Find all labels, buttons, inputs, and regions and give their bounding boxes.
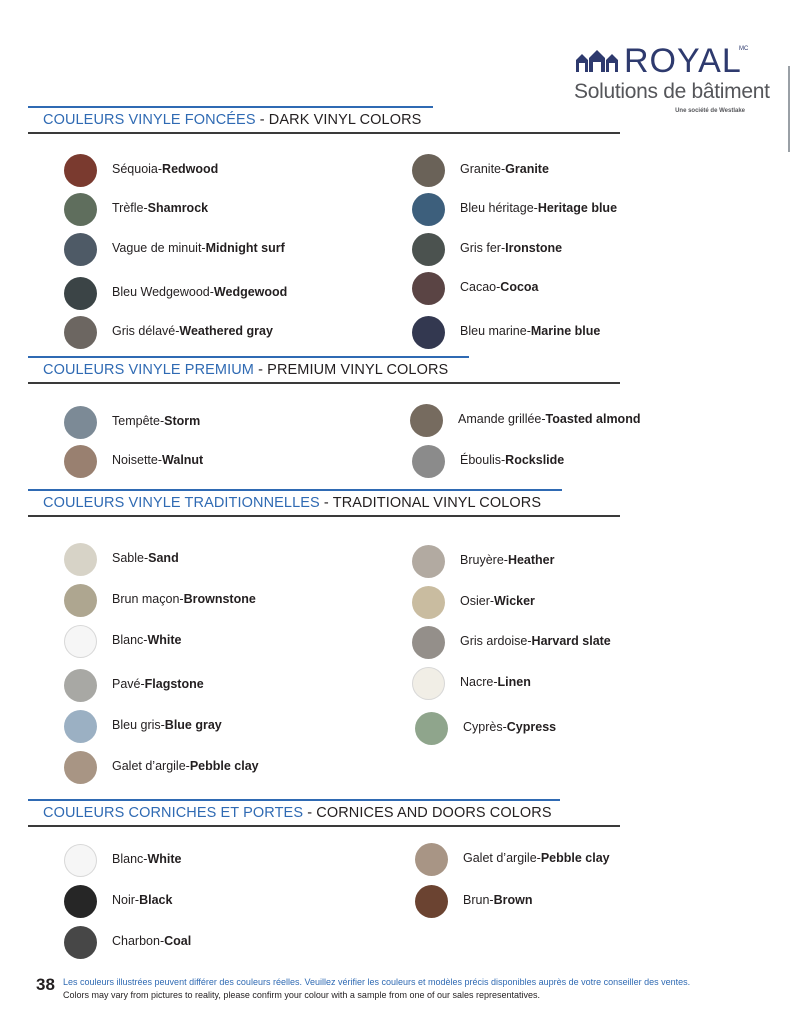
color-label-fr: Amande grillée- <box>458 412 546 426</box>
color-label-en: Heritage blue <box>537 201 618 215</box>
color-label <box>458 412 640 426</box>
color-label-en: Brownstone <box>183 592 256 606</box>
color-swatch <box>64 710 97 743</box>
brand-name: ROYAL <box>624 42 742 80</box>
color-swatch <box>64 669 97 702</box>
color-label <box>112 324 273 338</box>
section-title-en: CORNICES AND DOORS COLORS <box>316 805 552 821</box>
color-label-fr: Cacao- <box>460 280 501 294</box>
footer-note-en: Colors may vary from pictures to reality, please confirm your colour with a sample from one of our sales representatives. <box>63 990 541 1000</box>
color-label-en: Rockslide <box>505 453 565 467</box>
color-label <box>460 453 564 467</box>
color-label-fr: Éboulis- <box>460 453 506 467</box>
color-label <box>112 759 259 773</box>
color-label-en: Wedgewood <box>213 285 288 299</box>
color-label-fr: Charbon- <box>112 934 165 948</box>
color-label <box>112 241 285 255</box>
color-label-fr: Séquoia- <box>112 162 163 176</box>
color-swatch <box>415 885 448 918</box>
color-swatch <box>64 154 97 187</box>
section-title-separator: - <box>255 112 269 128</box>
section-title-separator: - <box>303 805 317 821</box>
color-label <box>460 280 539 294</box>
color-label-en: Storm <box>164 414 201 428</box>
page-number: 38 <box>36 975 55 994</box>
color-swatch <box>412 154 445 187</box>
color-label-fr: Bleu marine- <box>460 324 531 338</box>
section-title-separator: - <box>253 362 268 378</box>
color-label-fr: Brun maçon- <box>112 592 184 606</box>
section-title-fr: COULEURS VINYLE FONCÉES <box>43 112 256 128</box>
color-label <box>112 893 172 907</box>
color-swatch <box>64 926 97 959</box>
color-label-en: Weathered gray <box>179 324 273 338</box>
color-label <box>460 675 531 689</box>
color-label-en: Linen <box>497 675 531 689</box>
color-label-en: Black <box>139 893 173 907</box>
color-label-en: White <box>147 852 182 866</box>
color-label-fr: Granite- <box>460 162 506 176</box>
color-swatch <box>412 316 445 349</box>
color-swatch <box>64 844 97 877</box>
section-underline <box>28 132 620 134</box>
section-header <box>28 106 620 136</box>
color-label-fr: Galet d’argile- <box>112 759 190 773</box>
color-label-fr: Blanc- <box>112 852 148 866</box>
brand-subtitle: Solutions de bâtiment <box>574 80 770 103</box>
color-label-en: Granite <box>505 162 549 176</box>
color-label <box>112 201 208 215</box>
color-label <box>460 594 535 608</box>
house-icon <box>576 48 620 72</box>
color-label-en: Wicker <box>494 594 535 608</box>
brand-tagline: Une société de Westlake <box>675 108 745 114</box>
section-title-en: TRADITIONAL VINYL COLORS <box>332 495 542 511</box>
color-label <box>460 162 549 176</box>
color-swatch <box>412 233 445 266</box>
color-label <box>112 453 203 467</box>
color-label-fr: Tempête- <box>112 414 165 428</box>
color-swatch <box>412 545 445 578</box>
brand-trademark: MC <box>739 46 749 52</box>
color-swatch <box>64 316 97 349</box>
color-label-fr: Bruyère- <box>460 553 508 567</box>
color-label <box>112 551 179 565</box>
color-swatch <box>412 272 445 305</box>
section-header <box>28 489 620 519</box>
section-title <box>43 495 541 511</box>
color-label <box>463 893 532 907</box>
section-header <box>28 799 620 829</box>
color-label-fr: Sable- <box>112 551 149 565</box>
section-title-en: DARK VINYL COLORS <box>268 112 422 128</box>
color-swatch <box>64 193 97 226</box>
color-label <box>112 677 204 691</box>
color-label-en: Flagstone <box>144 677 204 691</box>
section-accent-rule <box>28 799 560 801</box>
color-label-fr: Gris ardoise- <box>460 634 532 648</box>
section-accent-rule <box>28 356 469 358</box>
color-swatch <box>64 751 97 784</box>
color-label-en: Cocoa <box>500 280 539 294</box>
color-swatch <box>64 543 97 576</box>
color-swatch <box>64 406 97 439</box>
color-label-fr: Gris délavé- <box>112 324 180 338</box>
color-label-en: Blue gray <box>164 718 222 732</box>
color-label-fr: Bleu héritage- <box>460 201 538 215</box>
section-underline <box>28 382 620 384</box>
section-underline <box>28 515 620 517</box>
section-title-fr: COULEURS CORNICHES ET PORTES <box>43 805 304 821</box>
color-label <box>112 285 287 299</box>
color-swatch <box>64 584 97 617</box>
color-swatch <box>412 445 445 478</box>
color-label <box>112 592 256 606</box>
color-label-en: Sand <box>148 551 179 565</box>
section-title-en: PREMIUM VINYL COLORS <box>267 362 449 378</box>
color-label-fr: Bleu gris- <box>112 718 165 732</box>
color-label-en: Midnight surf <box>205 241 285 255</box>
color-label-fr: Trèfle- <box>112 201 148 215</box>
color-label-en: Cypress <box>506 720 557 734</box>
color-label-fr: Bleu Wedgewood- <box>112 285 214 299</box>
color-label-fr: Galet d’argile- <box>463 851 541 865</box>
color-label-fr: Vague de minuit- <box>112 241 206 255</box>
color-label-en: Walnut <box>162 453 204 467</box>
color-label-fr: Noisette- <box>112 453 163 467</box>
section-header <box>28 356 620 386</box>
color-swatch <box>64 445 97 478</box>
color-swatch <box>410 404 443 437</box>
color-swatch <box>64 277 97 310</box>
color-label <box>463 720 556 734</box>
color-swatch <box>64 885 97 918</box>
color-swatch <box>64 625 97 658</box>
color-label-fr: Noir- <box>112 893 140 907</box>
section-title <box>43 362 448 378</box>
color-label-en: Pebble clay <box>189 759 259 773</box>
color-label <box>460 201 617 215</box>
color-label-fr: Pavé- <box>112 677 145 691</box>
color-label-fr: Blanc- <box>112 633 148 647</box>
color-label-en: White <box>147 633 182 647</box>
color-label-fr: Nacre- <box>460 675 498 689</box>
color-label <box>112 718 222 732</box>
color-swatch <box>412 626 445 659</box>
color-label <box>460 553 554 567</box>
color-swatch <box>412 586 445 619</box>
section-title-fr: COULEURS VINYLE PREMIUM <box>43 362 254 378</box>
color-swatch <box>64 233 97 266</box>
section-title <box>43 112 421 128</box>
color-label-en: Brown <box>493 893 533 907</box>
color-label <box>112 852 181 866</box>
color-swatch <box>412 667 445 700</box>
color-label <box>460 324 600 338</box>
page-edge-divider <box>788 66 790 152</box>
footer-note-fr: Les couleurs illustrées peuvent différer des couleurs réelles. Veuillez vérifier les couleurs et modèles précis disponibles auprès de votre conseiller des ventes. <box>63 977 691 987</box>
color-label-en: Redwood <box>162 162 219 176</box>
color-swatch <box>415 843 448 876</box>
section-title <box>43 805 552 821</box>
color-label <box>460 241 562 255</box>
color-label-fr: Gris fer- <box>460 241 506 255</box>
color-label-en: Heather <box>507 553 555 567</box>
section-title-fr: COULEURS VINYLE TRADITIONNELLES <box>43 495 320 511</box>
color-label-en: Toasted almond <box>545 412 641 426</box>
section-underline <box>28 825 620 827</box>
color-label-fr: Brun- <box>463 893 494 907</box>
color-label-fr: Cyprès- <box>463 720 507 734</box>
color-label-en: Harvard slate <box>531 634 611 648</box>
color-label-fr: Osier- <box>460 594 495 608</box>
color-label-en: Ironstone <box>505 241 563 255</box>
color-swatch <box>415 712 448 745</box>
color-label <box>460 634 611 648</box>
section-title-separator: - <box>319 495 333 511</box>
color-label-en: Shamrock <box>147 201 209 215</box>
color-label <box>112 633 181 647</box>
color-label <box>112 934 191 948</box>
color-label <box>112 162 218 176</box>
color-label <box>112 414 200 428</box>
color-label-en: Coal <box>164 934 192 948</box>
color-swatch <box>412 193 445 226</box>
color-label <box>463 851 610 865</box>
section-accent-rule <box>28 489 562 491</box>
color-label-en: Marine blue <box>530 324 601 338</box>
section-accent-rule <box>28 106 433 108</box>
color-label-en: Pebble clay <box>540 851 610 865</box>
